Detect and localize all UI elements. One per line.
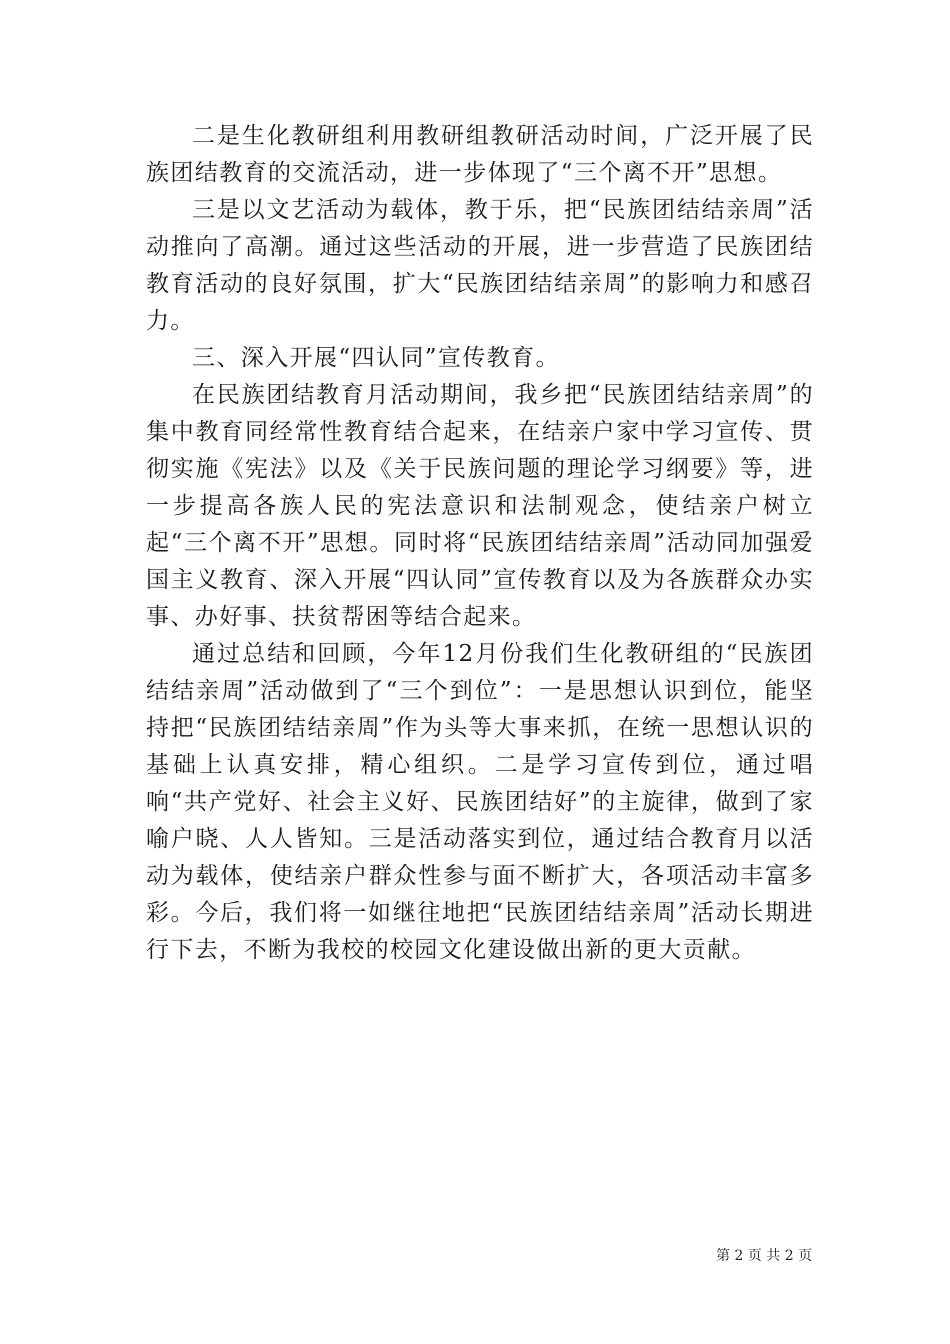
paragraph-2: 三是以文艺活动为载体，教于乐，把“民族团结结亲周”活动推向了高潮。通过这些活动的开展，进一步营造了民族团结教育活动的良好氛围，扩大“民族团结结亲周”的影响力和感召力。 [146, 197, 814, 334]
paragraph-1: 二是生化教研组利用教研组教研活动时间，广泛开展了民族团结教育的交流活动，进一步体现了“三个离不开”思想。 [146, 123, 814, 186]
paragraph-5: 通过总结和回顾，今年12月份我们生化教研组的“民族团结结亲周”活动做到了“三个到位”：一是思想认识到位，能坚持把“民族团结结亲周”作为头等大事来抓，在统一思想认识的基础上认真安排，精心组织。二是学习宣传到位，通过唱响“共产党好、社会主义好、民族团结好”的主旋律，做到了家喻户晓、人人皆知。三是活动落实到位，通过结合教育月以活动为载体，使结亲户群众性参与面不断扩大，各项活动丰富多彩。今后，我们将一如继往地把“民族团结结亲周”活动长期进行下去，不断为我校的校园文化建设做出新的更大贡献。 [146, 641, 814, 963]
document-body [146, 118, 814, 969]
page-number-footer: 第 2 页 共 2 页 [716, 1248, 813, 1264]
section-heading-3: 三、深入开展“四认同”宣传教育。 [192, 345, 560, 371]
paragraph-4: 在民族团结教育月活动期间，我乡把“民族团结结亲周”的集中教育同经常性教育结合起来，在结亲户家中学习宣传、贯彻实施《宪法》以及《关于民族问题的理论学习纲要》等，进一步提高各族人民的宪法意识和法制观念，使结亲户树立起“三个离不开”思想。同时将“民族团结结亲周”活动同加强爱国主义教育、深入开展“四认同”宣传教育以及为各族群众办实事、办好事、扶贫帮困等结合起来。 [146, 382, 814, 630]
